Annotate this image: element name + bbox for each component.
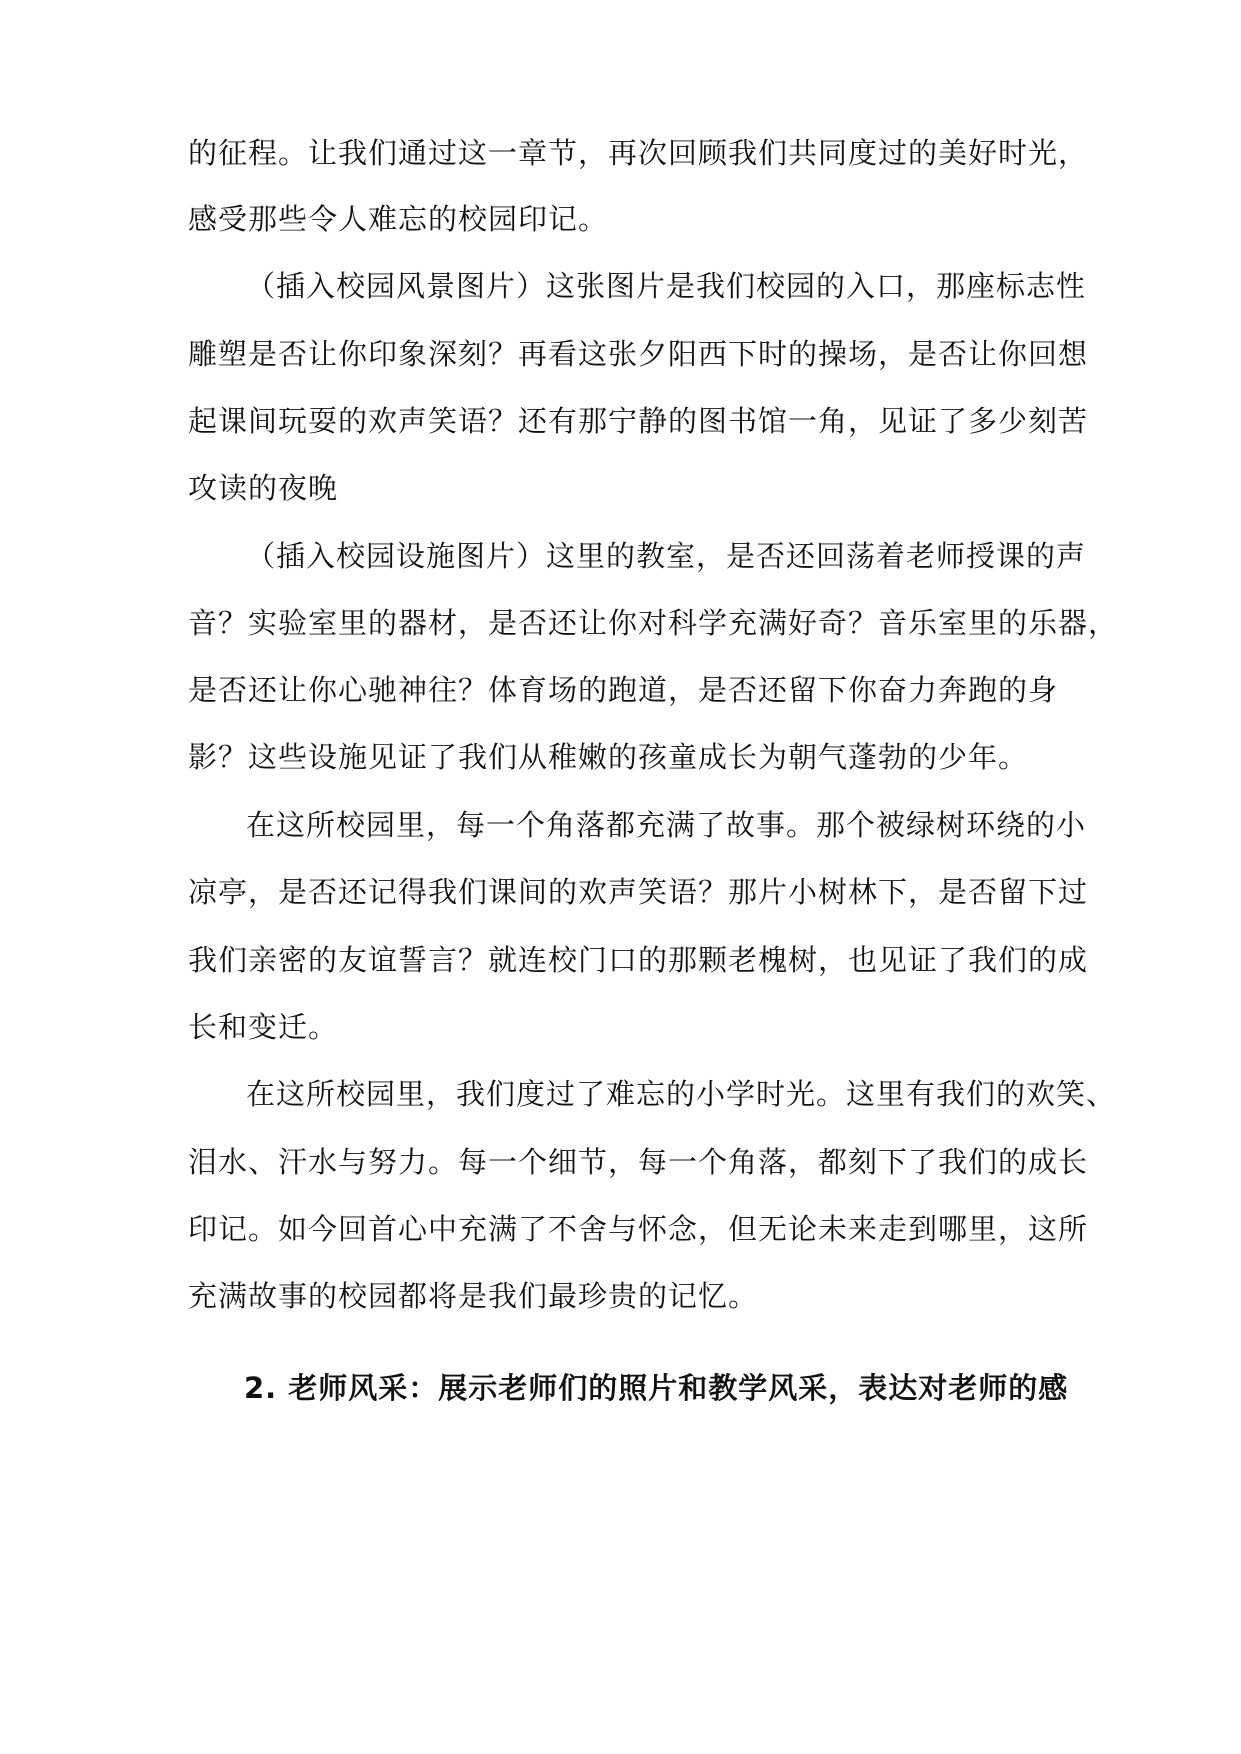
paragraph-3-line-2: 音？实验室里的器材，是否还让你对科学充满好奇？音乐室里的乐器， [188,606,1119,640]
paragraph-4-line-4: 长和变迁。 [188,1010,339,1044]
paragraph-1-line-1: 的征程。让我们通过这一章节，再次回顾我们共同度过的美好时光， [188,136,1089,170]
section-heading: 2. 老师风采：展示老师们的照片和教学风采，表达对老师的感 [244,1371,1069,1405]
paragraph-2-line-4: 攻读的夜晚 [188,471,339,505]
paragraph-2-line-2: 雕塑是否让你印象深刻？再看这张夕阳西下时的操场，是否让你回想 [188,337,1089,371]
paragraph-4-line-2: 凉亭，是否还记得我们课间的欢声笑语？那片小树林下，是否留下过 [188,875,1089,909]
paragraph-5-line-1: 在这所校园里，我们度过了难忘的小学时光。这里有我们的欢笑、 [246,1077,1117,1111]
paragraph-3-line-1: （插入校园设施图片）这里的教室，是否还回荡着老师授课的声 [246,539,1087,573]
paragraph-4-line-1: 在这所校园里，每一个角落都充满了故事。那个被绿树环绕的小 [246,808,1087,842]
paragraph-2-line-1: （插入校园风景图片）这张图片是我们校园的入口，那座标志性 [246,269,1087,303]
paragraph-1-line-2: 感受那些令人难忘的校园印记。 [188,202,609,236]
paragraph-5-line-3: 印记。如今回首心中充满了不舍与怀念，但无论未来走到哪里，这所 [188,1212,1089,1246]
paragraph-3-line-3: 是否还让你心驰神往？体育场的跑道，是否还留下你奋力奔跑的身 [188,673,1059,707]
paragraph-5-line-2: 泪水、汗水与努力。每一个细节，每一个角落，都刻下了我们的成长 [188,1145,1089,1179]
paragraph-4-line-3: 我们亲密的友谊誓言？就连校门口的那颗老槐树，也见证了我们的成 [188,943,1089,977]
paragraph-5-line-4: 充满故事的校园都将是我们最珍贵的记忆。 [188,1279,759,1313]
paragraph-2-line-3: 起课间玩耍的欢声笑语？还有那宁静的图书馆一角，见证了多少刻苦 [188,404,1089,438]
paragraph-3-line-4: 影？这些设施见证了我们从稚嫩的孩童成长为朝气蓬勃的少年。 [188,740,1029,774]
